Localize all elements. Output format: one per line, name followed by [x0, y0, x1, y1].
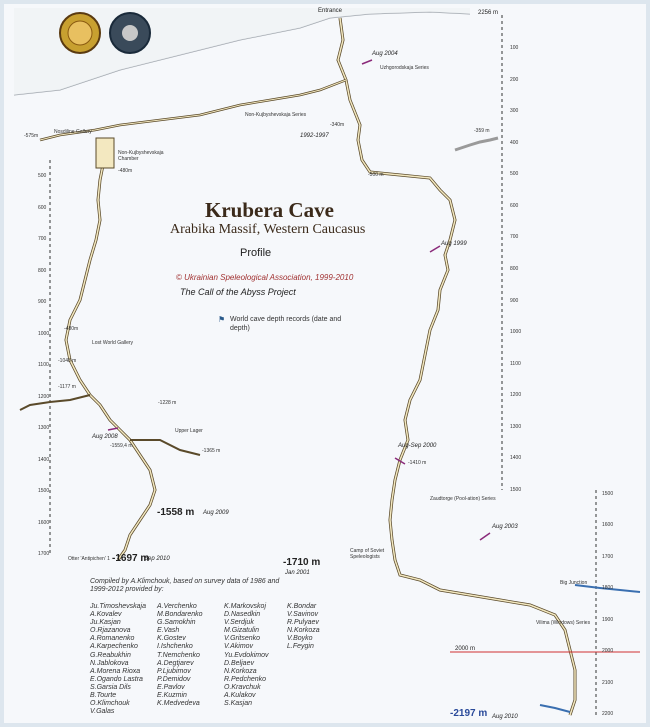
project-logo — [110, 13, 150, 53]
record-flag-icon: ⚑ — [218, 315, 226, 324]
credit-name: V.Boyko — [287, 635, 313, 643]
credit-name: A.Karpechenko — [90, 643, 138, 651]
date-jan2001: Jan 2001 — [285, 570, 310, 576]
scale-tick-label: 1900 — [602, 616, 614, 623]
depth-label-1228: -1228 m — [158, 400, 177, 406]
label-zlogorodskaja: Uzhgorodskaja Series — [380, 65, 429, 71]
profile-label: Profile — [240, 247, 272, 259]
label-lost-world: Lost World Gallery — [92, 340, 134, 346]
scale-tick-label: 1000 — [38, 330, 50, 337]
date-aug2004: Aug 2004 — [372, 51, 398, 57]
credit-name: G.Reabukhin — [90, 651, 131, 659]
entrance-label: Entrance — [318, 8, 343, 14]
scale-tick-label: 900 — [38, 299, 47, 305]
credit-name: K.Bondar — [287, 603, 317, 610]
credit-name: O.Rjazanova — [90, 627, 131, 635]
credit-name: E.Kuzmin — [157, 692, 187, 700]
scale-tick-label: 800 — [38, 267, 47, 274]
scale-tick-label: 1600 — [602, 522, 614, 529]
scale-tick-label: 1600 — [38, 519, 50, 526]
credit-name: A.Morena Rioxa — [90, 667, 141, 675]
scale-tick-label: 1200 — [510, 392, 522, 399]
scale-tick-label: 1300 — [38, 425, 50, 431]
scale-tick-label: 2000 — [602, 648, 614, 655]
label-non-kujbyshevskaja: Non-Kujbyshevskaja Chamber — [118, 150, 164, 162]
credit-name: E.Pavlov — [157, 683, 185, 691]
date-1992: 1992-1997 — [300, 133, 329, 139]
page-subtitle: Arabika Massif, Western Caucasus — [170, 222, 366, 237]
scale-tick-label: 100 — [510, 45, 519, 51]
scale-tick-label: 1700 — [602, 553, 614, 560]
credit-name: I.Ishchenko — [157, 643, 193, 651]
date-aug2003: Aug 2003 — [492, 524, 518, 530]
credits-column-1 — [90, 603, 146, 716]
credit-name: A.Kovalev — [90, 611, 122, 619]
credit-name: S.Garsia Dils — [90, 683, 131, 691]
depth-label-480b: -480m — [64, 326, 79, 332]
label-upper-lager: Upper Lager — [175, 428, 203, 434]
credits-column-2 — [157, 603, 203, 708]
scale-tick-label: 700 — [510, 234, 519, 241]
credit-name: O.Klimchouk — [90, 700, 130, 708]
page-title: Krubera Cave — [205, 198, 334, 222]
credit-name: E.Vash — [157, 627, 180, 635]
credit-name: P.Ljubimov — [157, 667, 191, 675]
credit-name: T.Nemchenko — [157, 651, 200, 659]
credit-name: O.Kravchuk — [224, 683, 261, 691]
date-aug2010: Aug 2010 — [492, 714, 518, 720]
credit-name: M.Bondarenko — [157, 611, 203, 619]
scale-tick-label: 600 — [38, 204, 47, 211]
credit-name: E.Ogando Lastra — [90, 675, 143, 683]
credits-column-3 — [224, 603, 268, 708]
depth-label-2197: -2197 m — [450, 708, 488, 719]
scale-tick-label: 700 — [38, 236, 47, 242]
label-non-kujbyshevskaja-series: Non-Kujbyshevskaja Series — [245, 112, 307, 118]
scale-tick-label: 1000 — [510, 329, 522, 336]
scale-tick-label: 1100 — [510, 360, 521, 367]
credit-name: Ju.Timoshevskaja — [90, 603, 146, 610]
label-nosdiline: Nosdiline Gallery — [54, 129, 92, 135]
compiled-by-text: Compiled by A.Klimchouk, based on survey data of 1986 and 1999-2012 provided by: — [90, 578, 280, 593]
credit-name: D.Nasedkin — [224, 611, 261, 619]
credit-name: V.Akimov — [224, 643, 254, 651]
depth-label-1177: -1177 m — [58, 384, 76, 390]
scale-tick-label: 200 — [510, 76, 519, 83]
scale-tick-label: 1400 — [510, 455, 522, 462]
date-aug2008: Aug 2008 — [92, 434, 118, 440]
credit-name: A.Romanenko — [90, 635, 135, 643]
depth-label-1048: -1048 m — [58, 358, 77, 364]
credit-name: R.Pulyaev — [287, 619, 319, 627]
credit-name: K.Medvedeva — [157, 700, 200, 708]
credit-name: P.Demidov — [157, 675, 191, 683]
label-2000m: 2000 m — [455, 646, 476, 652]
depth-label-340: -340m — [330, 122, 345, 128]
date-aug-sep2000: Aug-Sep 2000 — [398, 443, 437, 449]
scale-tick-label: 1700 — [38, 551, 50, 557]
credit-name: N.Korkoza — [287, 627, 320, 635]
credit-name: S.Kasjan — [224, 700, 253, 708]
label-vilimia: Vilima (Windows) Series — [536, 620, 591, 626]
credit-name: N.Korkoza — [224, 667, 257, 675]
depth-label-1697: -1697 m — [112, 553, 150, 564]
label-big-junction: Big Junction — [560, 580, 588, 586]
scale-tick-label: 900 — [510, 297, 519, 304]
scale-tick-label: 500 — [510, 171, 519, 178]
scale-tick-label: 1100 — [38, 362, 49, 368]
credit-name: M.Gizatulin — [224, 627, 260, 635]
scale-tick-label: 1800 — [602, 585, 614, 592]
credit-name: K.Gostev — [157, 635, 186, 643]
depth-label-1710: -1710 m — [283, 557, 321, 568]
credit-name: A.Verchenko — [157, 603, 197, 610]
scale-tick-label: 1400 — [38, 456, 50, 463]
project-title: The Call of the Abyss Project — [180, 287, 296, 297]
scale-tick-label: 1300 — [510, 423, 522, 430]
copyright-text: © Ukrainian Speleological Association, 1999-2010 — [176, 273, 354, 282]
legend-text: World cave depth records (date and depth) — [230, 316, 342, 332]
depth-label-1410: -1410 m — [408, 460, 427, 466]
credit-name: K.Markovskoj — [224, 603, 267, 610]
scale-tick-label: 1500 — [602, 491, 614, 497]
date-aug1999: Aug 1999 — [441, 241, 467, 247]
credit-name: Yu.Evdokimov — [224, 651, 269, 659]
scale-tick-label: 2200 — [602, 711, 614, 717]
label-zaudtorge: Zaudtorge (Pool-ation) Series — [430, 496, 496, 502]
scale-tick-label: 600 — [510, 202, 519, 209]
credit-name: L.Feygin — [287, 643, 314, 651]
scale-tick-label: 2100 — [602, 679, 614, 686]
date-aug2009: Aug 2009 — [203, 510, 229, 516]
credit-name: N.Jablokova — [90, 659, 129, 667]
credit-name: V.Savinov — [287, 611, 318, 619]
label-otter: Otter 'Antipichen' 1 — [68, 556, 110, 562]
depth-label-1365: -1365 m — [202, 448, 221, 454]
depth-label-1558: -1558 m — [157, 507, 195, 518]
scale-tick-label: 300 — [510, 108, 519, 115]
credit-name: B.Tourte — [90, 692, 117, 700]
depth-label-500: -500 m — [368, 172, 384, 178]
scale-tick-label: 1500 — [510, 487, 522, 493]
depth-label-359: -359 m — [474, 128, 490, 134]
scale-tick-label: 1500 — [38, 488, 50, 494]
top-altitude-label: 2256 m — [478, 10, 499, 16]
credit-name: D.Beljaev — [224, 659, 254, 667]
depth-label-480: -480m — [118, 168, 133, 174]
credit-name: V.Gritsenko — [224, 635, 261, 643]
credit-name: Ju.Kasjan — [90, 619, 121, 627]
credit-name: V.Serdjuk — [224, 619, 254, 627]
credit-name: R.Pedchenko — [224, 675, 267, 683]
non-kujbyshevskaja-chamber — [96, 138, 114, 168]
credit-name: G.Samokhin — [157, 619, 196, 627]
credit-name: A.Degtjarev — [157, 659, 194, 667]
depth-label-575: -575m — [24, 133, 39, 139]
label-camp-soviet: Camp of Soviet Speleologists — [350, 548, 385, 560]
credits-column-4 — [287, 603, 320, 652]
depth-label-1559: -1559,4 m — [110, 443, 133, 449]
scale-tick-label: 500 — [38, 173, 47, 179]
credit-name: A.Kulakov — [224, 692, 256, 700]
credit-name: V.Galas — [90, 708, 115, 716]
scale-tick-label: 800 — [510, 266, 519, 272]
scale-tick-label: 1200 — [38, 393, 50, 400]
date-sep2010: Sep 2010 — [144, 556, 170, 562]
usa-logo — [60, 13, 100, 53]
scale-tick-label: 400 — [510, 139, 519, 146]
